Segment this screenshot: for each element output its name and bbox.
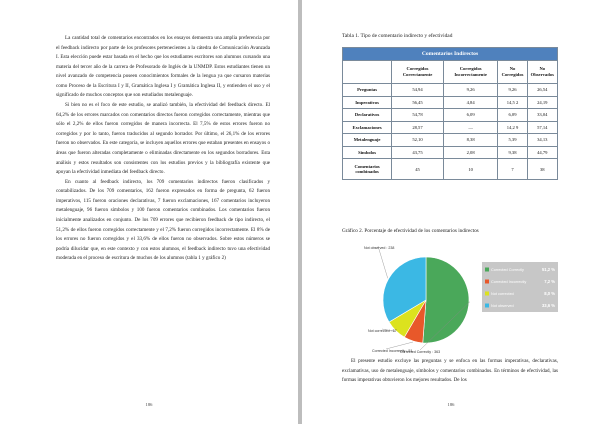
table-cell: —	[443, 121, 498, 134]
bottom-paragraph: El presente estudio excluye las preguntas y se enfoca en las formas imperativas, declarativas, exclamativas, uso de metalenguaje, símbolos y comentarios combinados. En términos de efectividad, las formas imperativas obtuvieron los mejores resultados. De los	[342, 358, 558, 384]
table-cell: 54,94	[392, 84, 444, 97]
row-label: Comentarios combinados	[343, 159, 392, 180]
legend-label: Corrected Correctly	[491, 268, 524, 272]
paragraph-1: La cantidad total de comentarios encontrados en los ensayos demuestra una amplia preferencia por el feedback indirecto por parte de los profesores pertenecientes a la cátedra de Comunicación Avanzada I. Esta elección puede estar basada en el hecho que los estudiantes escritores son alumnos cursando una materia del tercer año de la carrera de Profesorado de Inglés de la UNMDP. Estos estudiantes tienen un nivel avanzado de competencia poseen conocimientos formales de la lengua ya que cursaron materias como Proceso de la Escritura I y II, Gramática Inglesa I y Gramática Inglesa II, y entienden el uso y el significado de muchos conceptos que son estudiados metalenguaje.	[56, 35, 270, 99]
table-caption: Tabla 1. Tipo de comentario indirecto y efectividad	[342, 33, 453, 39]
right-body-text	[342, 357, 558, 386]
legend-label: Not corrected	[491, 292, 514, 296]
legend-label: Not observed	[491, 304, 514, 308]
row-label: Símbolos	[343, 146, 392, 159]
table-cell: 2,08	[443, 146, 498, 159]
table-cell: 56,45	[392, 96, 444, 109]
paragraph-2: Si bien no es el foco de este estudio, se analizó también, la efectividad del feedback directo. El 64,2% de los errores marcados con comentarios directos fueron corregidos correctamente, mientras que sólo el 2,2% de ellos fueron corregidos de manera incorrecta. El 7,5% de estos errores fueron no corregidos y por lo tanto, fueron traducidos al segundo borrador. Por último, el 26,1% de los errores fueron no observados. En este categoría, se incluyen aquellos errores que estaban presentes en ensayos o áreas que fueron alteradas completamente o eliminadas directamente en los segundos borradores. Esta análisis y estos resultados son consistentes con los estudios previos y la bibliografía existente que apoyan la efectividad inmediata del feedback directo.	[56, 102, 270, 176]
left-body-text	[56, 34, 270, 264]
callout-line	[386, 342, 413, 349]
table-cell: 38	[527, 159, 557, 180]
table-row	[343, 146, 558, 159]
table-cell: 6,09	[443, 109, 498, 122]
table-cell: 5,39	[498, 134, 527, 147]
row-label: Exclamaciones	[343, 121, 392, 134]
paragraph-3: En cuanto al feedback indirecto, los 709 comentarios indirectos fueron clasificados y contabilizados. De los 709 comentarios, 162 fueron expresados en forma de pregunta, 62 fueron imperativos, 115 fueron oraciones declarativas, 7 fueron exclamaciones, 167 comentarios incluyeron metalenguaje, 96 fueron símbolos y 100 fueron comentarios combinados. Los comentarios fueron inicialmente analizados en conjunto. De los 709 errores que recibieron feedback de tipo indirecto, el 51,2% de ellos fueron corregidos correctamente y el 7,2% fueron corregidos incorrectamente. El 8% de los errores no fueron corregidos y el 33,6% de ellos fueron no observados. Sobre estos números se podría dilucidar que, en este contexto y con estos alumnos, el feedback indirecto tuvo una efectividad moderada en el proceso de escritura de muchos de los alumnos (tabla 1 y gráfico 2)	[56, 178, 270, 262]
left-page-number: 186	[145, 402, 153, 407]
row-label: Metalenguaje	[343, 134, 392, 147]
pie-slice-corrected-correctly	[423, 257, 469, 343]
table-cell: 44,79	[527, 146, 557, 159]
slice-callout-label: Not observed : 238	[364, 246, 395, 250]
table-row	[343, 84, 558, 97]
table-row	[343, 121, 558, 134]
table-cell: 43,75	[392, 146, 444, 159]
table-cell: 28,57	[392, 121, 444, 134]
table-cell: 14,5 2	[498, 96, 527, 109]
slice-callout-label: Corrected Correctly : 363	[399, 350, 441, 354]
column-header: Corregidos Correctamente	[392, 61, 444, 84]
legend-percent: 8,0 %	[544, 291, 555, 296]
legend-percent: 51,2 %	[541, 267, 555, 272]
table-cell: 57,14	[527, 121, 557, 134]
column-header: No Observados	[527, 61, 557, 84]
table-row	[343, 134, 558, 147]
table-cell: 9,26	[443, 84, 498, 97]
table-cell: 26,54	[527, 84, 557, 97]
legend-percent: 7,2 %	[544, 279, 555, 284]
callout-line	[378, 246, 388, 278]
table-row	[343, 96, 558, 109]
table-row	[343, 159, 558, 180]
legend-swatch	[485, 292, 489, 296]
table-corner-cell	[343, 61, 392, 84]
table-cell: 7	[498, 159, 527, 180]
right-page	[302, 0, 600, 424]
indirect-comments-table	[342, 47, 558, 180]
left-page	[0, 0, 298, 424]
table-title: Comentarios Indirectos	[343, 48, 558, 61]
table-cell: 33,04	[527, 109, 557, 122]
legend-percent: 33,6 %	[541, 303, 555, 308]
row-label: Imperativos	[343, 96, 392, 109]
table-cell: 9,38	[498, 146, 527, 159]
table-cell: 6,09	[498, 109, 527, 122]
right-page-number: 186	[447, 402, 455, 407]
row-label: Declarativos	[343, 109, 392, 122]
slice-callout-label: Not corrected : 57	[368, 329, 397, 333]
row-label: Preguntas	[343, 84, 392, 97]
table-cell: 14,2 9	[498, 121, 527, 134]
table-cell: 4,84	[443, 96, 498, 109]
table-cell: 9,26	[498, 84, 527, 97]
table-cell: 8,38	[443, 134, 498, 147]
chart-caption: Gráfico 2. Porcentaje de efectividad de los comentarios indirectos	[342, 228, 479, 234]
table-cell: 34,13	[527, 134, 557, 147]
table-cell: 24,19	[527, 96, 557, 109]
slice-callout-label: Corrected Incorrectly : 51	[372, 349, 413, 353]
column-header: No Corregidos	[498, 61, 527, 84]
table-cell: 52,10	[392, 134, 444, 147]
pie-chart	[364, 240, 560, 358]
legend-label: Corrected Incorrectly	[491, 280, 527, 284]
column-header: Corregidos Incorrectamente	[443, 61, 498, 84]
table-cell: 10	[443, 159, 498, 180]
legend-swatch	[485, 280, 489, 284]
table-row	[343, 109, 558, 122]
table-cell: 54,78	[392, 109, 444, 122]
legend-swatch	[485, 268, 489, 272]
table-cell: 45	[392, 159, 444, 180]
legend-swatch	[485, 304, 489, 308]
